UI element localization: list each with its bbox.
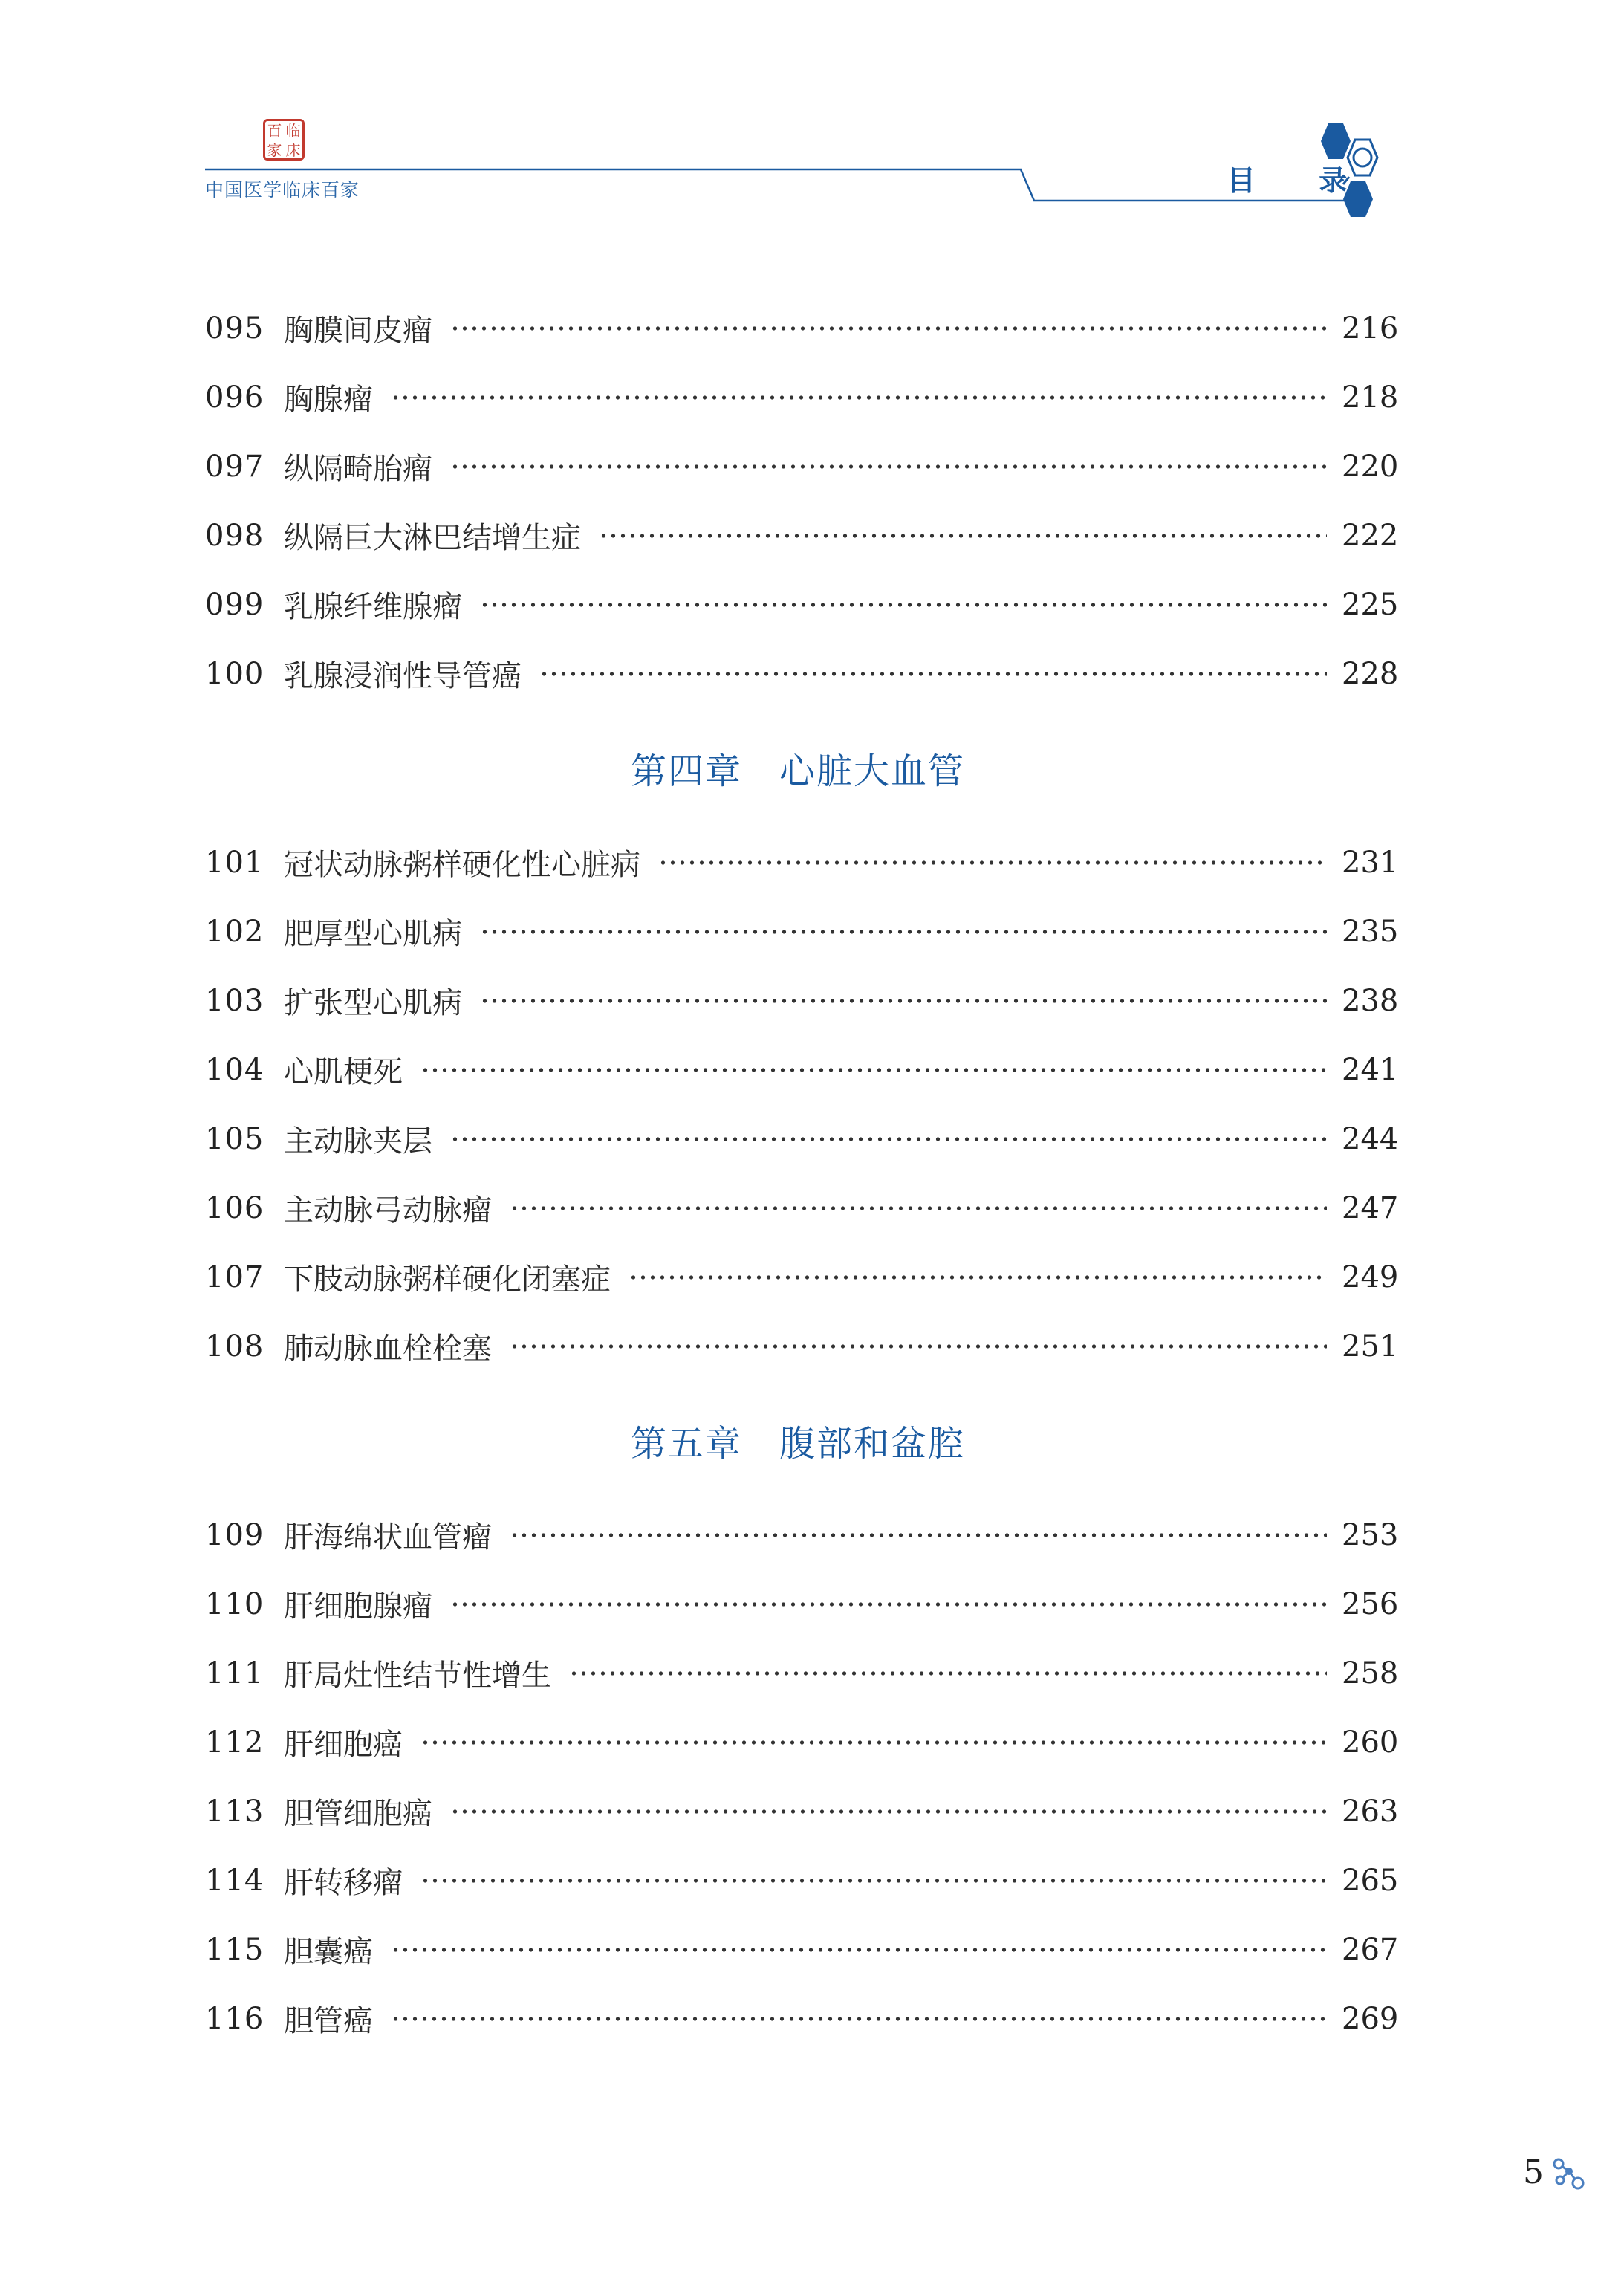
- dot-leader: [450, 1602, 1327, 1607]
- entry-title: 主动脉夹层: [284, 1124, 432, 1158]
- entry-title: 胆囊癌: [284, 1935, 373, 1969]
- dot-leader: [510, 1533, 1327, 1537]
- entry-page: 241: [1342, 1052, 1399, 1087]
- entry-page: 228: [1342, 656, 1399, 691]
- entry-title: 肝局灶性结节性增生: [284, 1659, 551, 1693]
- dot-leader: [450, 1809, 1327, 1814]
- page-number: 5: [1523, 2153, 1544, 2191]
- entry-title: 胸膜间皮瘤: [284, 314, 432, 348]
- hexagon-cluster-icon: [0, 0, 1624, 238]
- entry-title: 肥厚型心肌病: [284, 917, 462, 951]
- toc-entry[interactable]: [205, 1638, 1399, 1708]
- entry-title: 胆管癌: [284, 2004, 373, 2038]
- entry-number: 109: [205, 1517, 264, 1552]
- dot-leader: [391, 2017, 1327, 2021]
- entry-title: 纵隔畸胎瘤: [284, 452, 432, 486]
- seal-char: 家: [267, 141, 282, 159]
- entry-number: 102: [205, 914, 264, 949]
- entry-page: 269: [1342, 2001, 1399, 2036]
- toc-entry[interactable]: [205, 1104, 1399, 1173]
- entry-page: 222: [1342, 518, 1399, 553]
- dot-leader: [450, 1137, 1327, 1141]
- entry-number: 098: [205, 518, 264, 553]
- dot-leader: [391, 395, 1327, 400]
- toc-entry[interactable]: [205, 1173, 1399, 1242]
- entry-number: 112: [205, 1725, 264, 1760]
- toc-entry[interactable]: [205, 639, 1399, 708]
- entry-title: 胸腺瘤: [284, 383, 373, 417]
- entry-title: 心肌梗死: [284, 1055, 403, 1089]
- entry-number: 105: [205, 1121, 264, 1156]
- entry-page: 231: [1342, 845, 1399, 880]
- chapter-name: 腹部和盆腔: [779, 1423, 966, 1465]
- toc-entry[interactable]: [205, 1777, 1399, 1846]
- entry-number: 095: [205, 311, 264, 346]
- dot-leader: [569, 1671, 1327, 1676]
- toc-entry[interactable]: [205, 1035, 1399, 1104]
- entry-number: 113: [205, 1794, 264, 1829]
- publisher-seal-logo: [263, 119, 305, 161]
- entry-number: 104: [205, 1052, 264, 1087]
- chapter-block: [205, 294, 1399, 708]
- chapter-heading[interactable]: [205, 708, 1391, 828]
- entry-page: 263: [1342, 1794, 1399, 1829]
- molecule-icon: [1551, 2155, 1585, 2192]
- entry-number: 097: [205, 449, 264, 484]
- entry-title: 肺动脉血栓栓塞: [284, 1332, 492, 1366]
- entry-number: 103: [205, 983, 264, 1018]
- toc-entry[interactable]: [205, 570, 1399, 639]
- entry-title: 下肢动脉粥样硬化闭塞症: [284, 1262, 611, 1297]
- entry-title: 胆管细胞癌: [284, 1797, 432, 1831]
- entry-page: 253: [1342, 1517, 1399, 1552]
- table-of-contents: [205, 294, 1399, 2053]
- chapter-name: 心脏大血管: [779, 751, 966, 792]
- entry-page: 265: [1342, 1863, 1399, 1898]
- dot-leader: [450, 326, 1327, 331]
- dot-leader: [599, 534, 1327, 538]
- toc-entry[interactable]: [205, 294, 1399, 363]
- entry-title: 肝转移瘤: [284, 1866, 403, 1900]
- chapter-block: [205, 708, 1399, 1381]
- entry-number: 099: [205, 587, 264, 622]
- toc-entry[interactable]: [205, 501, 1399, 570]
- entry-page: 260: [1342, 1725, 1399, 1760]
- dot-leader: [510, 1344, 1327, 1349]
- entry-title: 乳腺纤维腺瘤: [284, 590, 462, 624]
- dot-leader: [450, 464, 1327, 469]
- section-title: 目 录: [1227, 164, 1374, 197]
- entry-number: 111: [205, 1656, 264, 1691]
- toc-entry[interactable]: [205, 897, 1399, 966]
- toc-entry[interactable]: [205, 1242, 1399, 1312]
- seal-char: 床: [285, 141, 301, 159]
- entry-title: 冠状动脉粥样硬化性心脏病: [284, 848, 640, 882]
- toc-entry[interactable]: [205, 1569, 1399, 1638]
- dot-leader: [480, 603, 1327, 607]
- entry-page: 258: [1342, 1656, 1399, 1691]
- toc-entry[interactable]: [205, 828, 1399, 897]
- entry-title: 肝海绵状血管瘤: [284, 1520, 492, 1555]
- seal-char: 临: [285, 122, 301, 140]
- entry-page: 238: [1342, 983, 1399, 1018]
- dot-leader: [539, 672, 1327, 676]
- dot-leader: [629, 1275, 1327, 1280]
- entry-page: 249: [1342, 1260, 1399, 1294]
- entry-page: 218: [1342, 380, 1399, 415]
- toc-entry[interactable]: [205, 363, 1399, 432]
- entry-number: 106: [205, 1190, 264, 1225]
- entry-number: 101: [205, 845, 264, 880]
- entry-number: 108: [205, 1329, 264, 1364]
- entry-page: 267: [1342, 1932, 1399, 1967]
- dot-leader: [480, 999, 1327, 1003]
- dot-leader: [420, 1879, 1327, 1883]
- entry-number: 110: [205, 1586, 264, 1621]
- toc-entry[interactable]: [205, 1984, 1399, 2053]
- seal-char: 百: [267, 122, 282, 140]
- page-header: [0, 0, 1624, 238]
- chapter-heading[interactable]: [205, 1381, 1391, 1500]
- toc-entry[interactable]: [205, 1500, 1399, 1569]
- dot-leader: [658, 860, 1327, 865]
- toc-entry[interactable]: [205, 1708, 1399, 1777]
- entry-page: 256: [1342, 1586, 1399, 1621]
- entry-number: 116: [205, 2001, 264, 2036]
- toc-entry[interactable]: [205, 1846, 1399, 1915]
- dot-leader: [510, 1206, 1327, 1210]
- entry-page: 216: [1342, 311, 1399, 346]
- toc-entry[interactable]: [205, 1312, 1399, 1381]
- entry-page: 225: [1342, 587, 1399, 622]
- chapter-block: [205, 1381, 1399, 2053]
- entry-page: 251: [1342, 1329, 1399, 1364]
- entry-title: 纵隔巨大淋巴结增生症: [284, 521, 581, 555]
- chapter-label: 第四章: [630, 751, 742, 792]
- entry-title: 乳腺浸润性导管癌: [284, 659, 522, 693]
- entry-number: 100: [205, 656, 264, 691]
- dot-leader: [480, 930, 1327, 934]
- entry-page: 247: [1342, 1190, 1399, 1225]
- entry-number: 115: [205, 1932, 264, 1967]
- publisher-name: 中国医学临床百家: [205, 179, 360, 201]
- chapter-label: 第五章: [630, 1423, 742, 1465]
- entry-page: 235: [1342, 914, 1399, 949]
- toc-entry[interactable]: [205, 432, 1399, 501]
- entry-number: 114: [205, 1863, 264, 1898]
- entry-number: 107: [205, 1260, 264, 1294]
- entry-page: 244: [1342, 1121, 1399, 1156]
- toc-entry[interactable]: [205, 1915, 1399, 1984]
- dot-leader: [420, 1740, 1327, 1745]
- entry-number: 096: [205, 380, 264, 415]
- toc-entry[interactable]: [205, 966, 1399, 1035]
- entry-title: 肝细胞腺瘤: [284, 1589, 432, 1624]
- entry-title: 主动脉弓动脉瘤: [284, 1193, 492, 1228]
- dot-leader: [420, 1068, 1327, 1072]
- entry-title: 肝细胞癌: [284, 1728, 403, 1762]
- dot-leader: [391, 1948, 1327, 1952]
- entry-page: 220: [1342, 449, 1399, 484]
- entry-title: 扩张型心肌病: [284, 986, 462, 1020]
